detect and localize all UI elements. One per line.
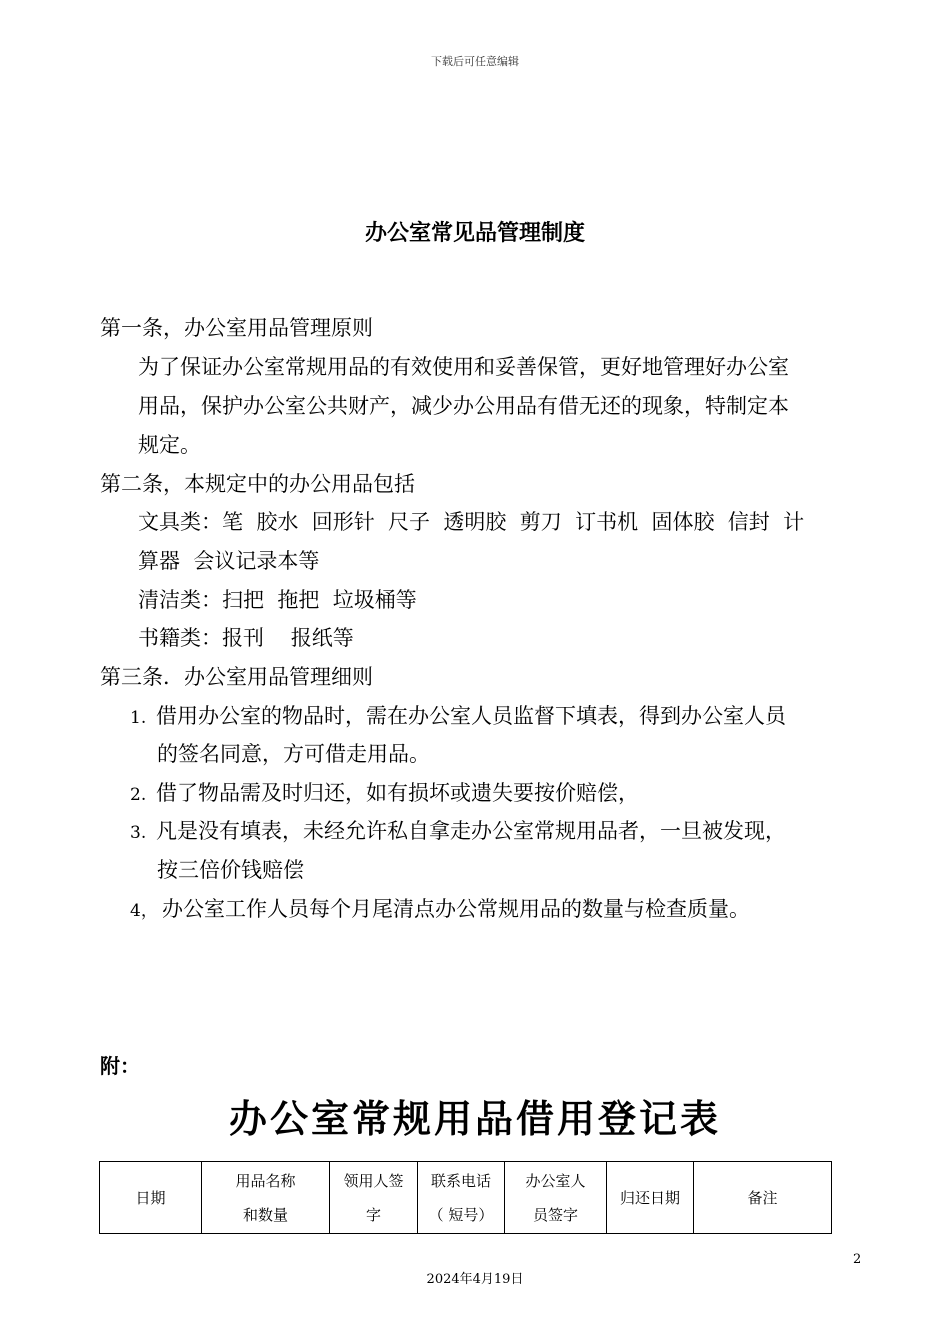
registration-table [99, 1161, 832, 1234]
rule-number: 1. [130, 708, 147, 728]
article1-body-line: 用品，保护办公室公共财产，减少办公用品有借无还的现象，特制定本 [138, 394, 789, 418]
rule-text: 借用办公室的物品时，需在办公室人员监督下填表，得到办公室人员 [156, 704, 786, 728]
header-note: 下载后可任意编辑 [431, 55, 519, 68]
rule-item [130, 896, 750, 924]
rule-text-continued: 的签名同意，方可借走用品。 [157, 742, 430, 766]
appendix-label: 附： [100, 1054, 140, 1078]
stationery-line: 文具类：笔 胶水 回形针 尺子 透明胶 剪刀 订书机 固体胶 信封 计 [138, 510, 805, 534]
form-title: 办公室常规用品借用登记表 [228, 1096, 721, 1141]
footer-date: 2024年4月19日 [426, 1272, 524, 1287]
rule-number: 4， [130, 901, 158, 921]
rule-text: 办公室工作人员每个月尾清点办公常规用品的数量与检查质量。 [162, 897, 750, 921]
article1-body-line: 规定。 [138, 433, 201, 457]
article1-heading: 第一条，办公室用品管理原则 [100, 316, 373, 340]
col-date: 日期 [100, 1162, 202, 1234]
article2-heading: 第二条，本规定中的办公用品包括 [100, 472, 415, 496]
document-title: 办公室常见品管理制度 [364, 221, 585, 246]
col-contact-phone: 联系电话 （ 短号） [418, 1162, 505, 1234]
col-borrower-signature: 领用人签 字 [330, 1162, 418, 1234]
stationery-line: 算器 会议记录本等 [138, 549, 320, 573]
rule-number: 3. [130, 823, 147, 843]
col-return-date: 归还日期 [607, 1162, 694, 1234]
page-number: 2 [853, 1252, 862, 1267]
col-office-signature: 办公室人 员签字 [505, 1162, 607, 1234]
col-item-name-quantity: 用品名称 和数量 [202, 1162, 330, 1234]
rule-number: 2. [130, 785, 147, 805]
books-line: 书籍类：报刊 报纸等 [138, 626, 354, 650]
rule-text: 凡是没有填表，未经允许私自拿走办公室常规用品者，一旦被发现， [156, 819, 786, 843]
rule-item [130, 818, 786, 846]
rule-item [130, 780, 639, 808]
table-header-row [100, 1162, 832, 1234]
rule-text-continued: 按三倍价钱赔偿 [157, 858, 304, 882]
col-remarks: 备注 [694, 1162, 832, 1234]
rule-item [130, 703, 786, 731]
article3-heading: 第三条．办公室用品管理细则 [100, 665, 373, 689]
cleaning-line: 清洁类：扫把 拖把 垃圾桶等 [138, 588, 417, 612]
rule-text: 借了物品需及时归还，如有损坏或遗失要按价赔偿， [156, 781, 639, 805]
article1-body-line: 为了保证办公室常规用品的有效使用和妥善保管，更好地管理好办公室 [138, 355, 789, 379]
